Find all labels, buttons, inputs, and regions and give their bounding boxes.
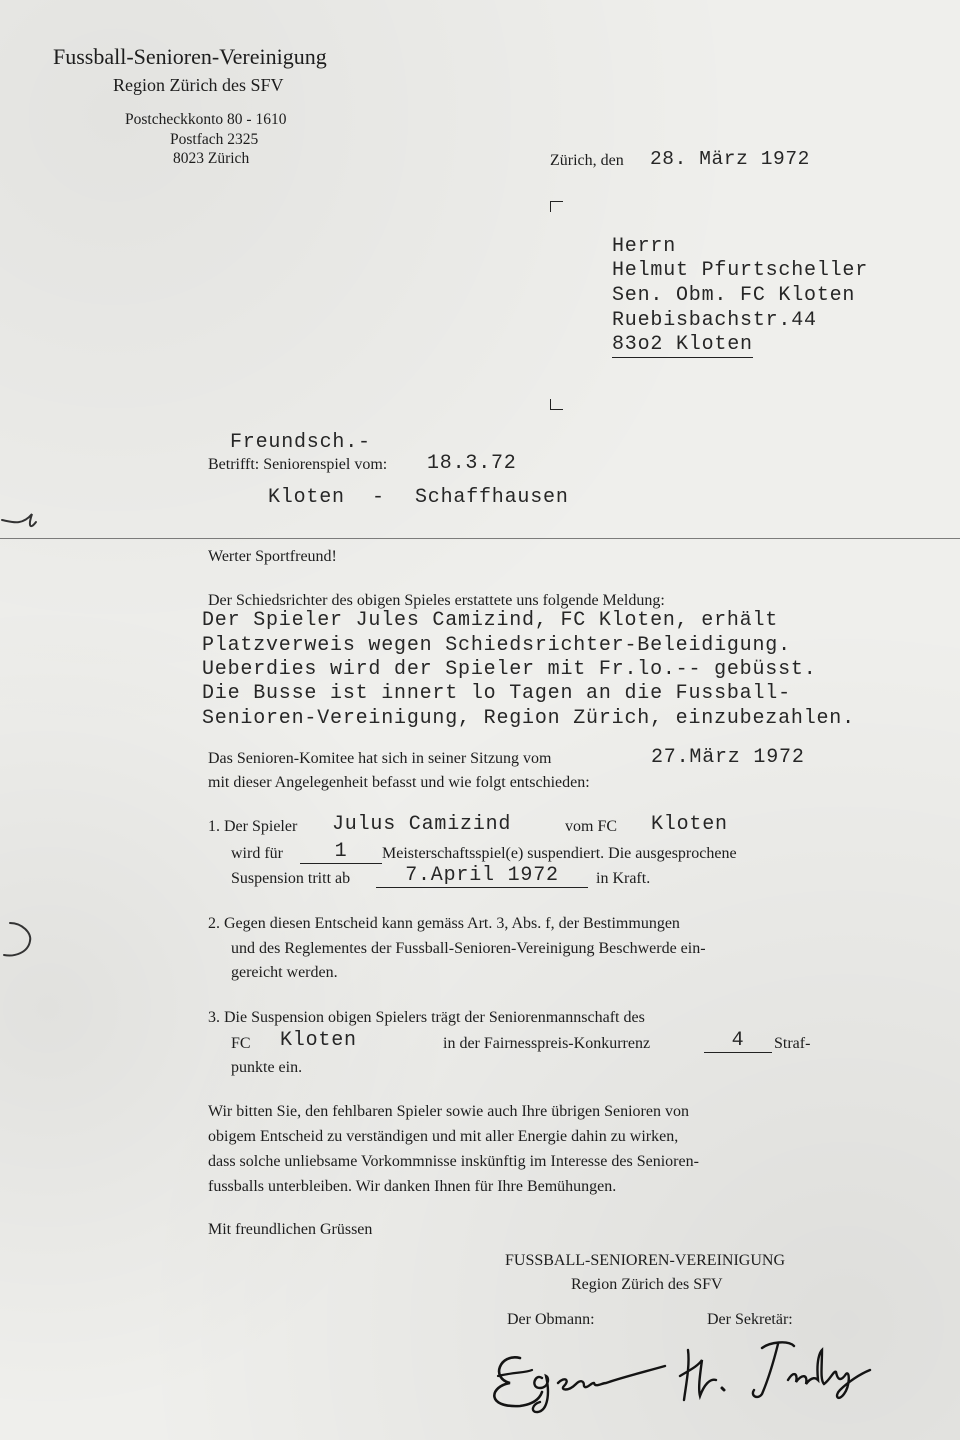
decision-1-from-date: 7.April 1972	[376, 864, 588, 888]
signature-region: Region Zürich des SFV	[571, 1276, 723, 1293]
greeting: Mit freundlichen Grüssen	[208, 1221, 373, 1238]
decision-1-club-label: vom FC	[565, 818, 618, 835]
committee-line-1: Das Senioren-Komitee hat sich in seiner Sitzung vom	[208, 750, 552, 767]
letter-date: 28. März 1972	[650, 148, 810, 170]
obmann-signature	[480, 1328, 680, 1418]
report-line-5: Senioren-Vereinigung, Region Zürich, einzubezahlen.	[202, 707, 855, 730]
report-line-2: Platzverweis wegen Schiedsrichter-Beleidigung.	[202, 634, 791, 657]
decision-3-mid-text: in der Fairnesspreis-Konkurrenz	[443, 1035, 651, 1052]
closing-line-1: Wir bitten Sie, den fehlbaren Spieler sowie auch Ihre übrigen Senioren von	[208, 1103, 689, 1120]
subject-typed-note: Freundsch.-	[230, 431, 371, 454]
report-line-4: Die Busse ist innert lo Tagen an die Fussball-	[202, 682, 791, 705]
decision-2-line-2: und des Reglementes der Fussball-Senioren-Vereinigung Beschwerde ein-	[231, 940, 706, 957]
subject-home-team: Kloten	[268, 486, 345, 509]
subject-away-team: Schaffhausen	[415, 486, 569, 509]
salutation: Werter Sportfreund!	[208, 548, 337, 565]
closing-line-3: dass solche unliebsame Vorkommnisse inskünftig im Interesse des Senioren-	[208, 1153, 699, 1170]
decision-3-points: 4	[704, 1029, 772, 1053]
decision-1-in-kraft: in Kraft.	[596, 870, 651, 887]
decision-1-games-text: Meisterschaftsspiel(e) suspendiert. Die ausgesprochene	[382, 845, 737, 862]
decision-1-club: Kloten	[651, 813, 728, 836]
subject-dash: -	[372, 486, 385, 509]
decision-1-games: 1	[300, 840, 382, 864]
report-line-3: Ueberdies wird der Spieler mit Fr.lo.-- gebüsst.	[202, 658, 817, 681]
closing-line-4: fussballs unterbleiben. Wir danken Ihnen für Ihre Bemühungen.	[208, 1178, 617, 1195]
signature-org: FUSSBALL-SENIOREN-VEREINIGUNG	[505, 1252, 785, 1269]
committee-meeting-date: 27.März 1972	[651, 746, 805, 769]
subject-match-date: 18.3.72	[427, 452, 517, 475]
scan-mark-hole	[0, 915, 40, 965]
subject-label: Betrifft: Seniorenspiel vom:	[208, 456, 388, 473]
address-bracket-bottom	[550, 399, 563, 410]
sekretaer-signature	[670, 1330, 890, 1410]
report-line-1: Der Spieler Jules Camizind, FC Kloten, erhält	[202, 609, 779, 632]
signature-obmann-label: Der Obmann:	[507, 1311, 595, 1328]
committee-line-2: mit dieser Angelegenheit befasst und wie folgt entschieden:	[208, 774, 590, 791]
recipient-line-3: Sen. Obm. FC Kloten	[612, 284, 856, 307]
sender-account: Postcheckkonto 80 - 1610	[125, 111, 287, 128]
decision-2-line-1: 2. Gegen diesen Entscheid kann gemäss Art. 3, Abs. f, der Bestimmungen	[208, 915, 680, 932]
sender-city: 8023 Zürich	[173, 150, 250, 167]
recipient-line-4: Ruebisbachstr.44	[612, 309, 817, 332]
recipient-line-2: Helmut Pfurtscheller	[612, 259, 869, 282]
decision-1-player: Julus Camizind	[332, 813, 512, 836]
sender-org: Fussball-Senioren-Vereinigung	[53, 44, 327, 69]
report-intro: Der Schiedsrichter des obigen Spieles erstattete uns folgende Meldung:	[208, 592, 665, 609]
fold-line	[0, 538, 960, 539]
closing-line-2: obigem Entscheid zu verständigen und mit aller Energie dahin zu wirken,	[208, 1128, 679, 1145]
decision-3-fc-label: FC	[231, 1035, 251, 1052]
date-prefix: Zürich, den	[550, 152, 624, 169]
decision-1-from-label: Suspension tritt ab	[231, 870, 351, 887]
decision-3-club: Kloten	[280, 1029, 357, 1052]
signature-sekretaer-label: Der Sekretär:	[707, 1311, 793, 1328]
decision-2-line-3: gereicht werden.	[231, 964, 338, 981]
recipient-line-5: 83o2 Kloten	[612, 333, 753, 356]
address-bracket-top	[550, 201, 563, 212]
sender-pobox: Postfach 2325	[170, 131, 259, 148]
sender-region: Region Zürich des SFV	[113, 75, 284, 95]
scan-mark-top	[0, 500, 40, 540]
recipient-line-1: Herrn	[612, 235, 677, 258]
decision-3-line-1: 3. Die Suspension obigen Spielers trägt der Seniorenmannschaft des	[208, 1009, 645, 1026]
decision-1-prefix: 1. Der Spieler	[208, 818, 298, 835]
decision-1-wird: wird für	[231, 845, 283, 862]
decision-3-straf: Straf-	[774, 1035, 811, 1052]
decision-3-line-3: punkte ein.	[231, 1059, 303, 1076]
